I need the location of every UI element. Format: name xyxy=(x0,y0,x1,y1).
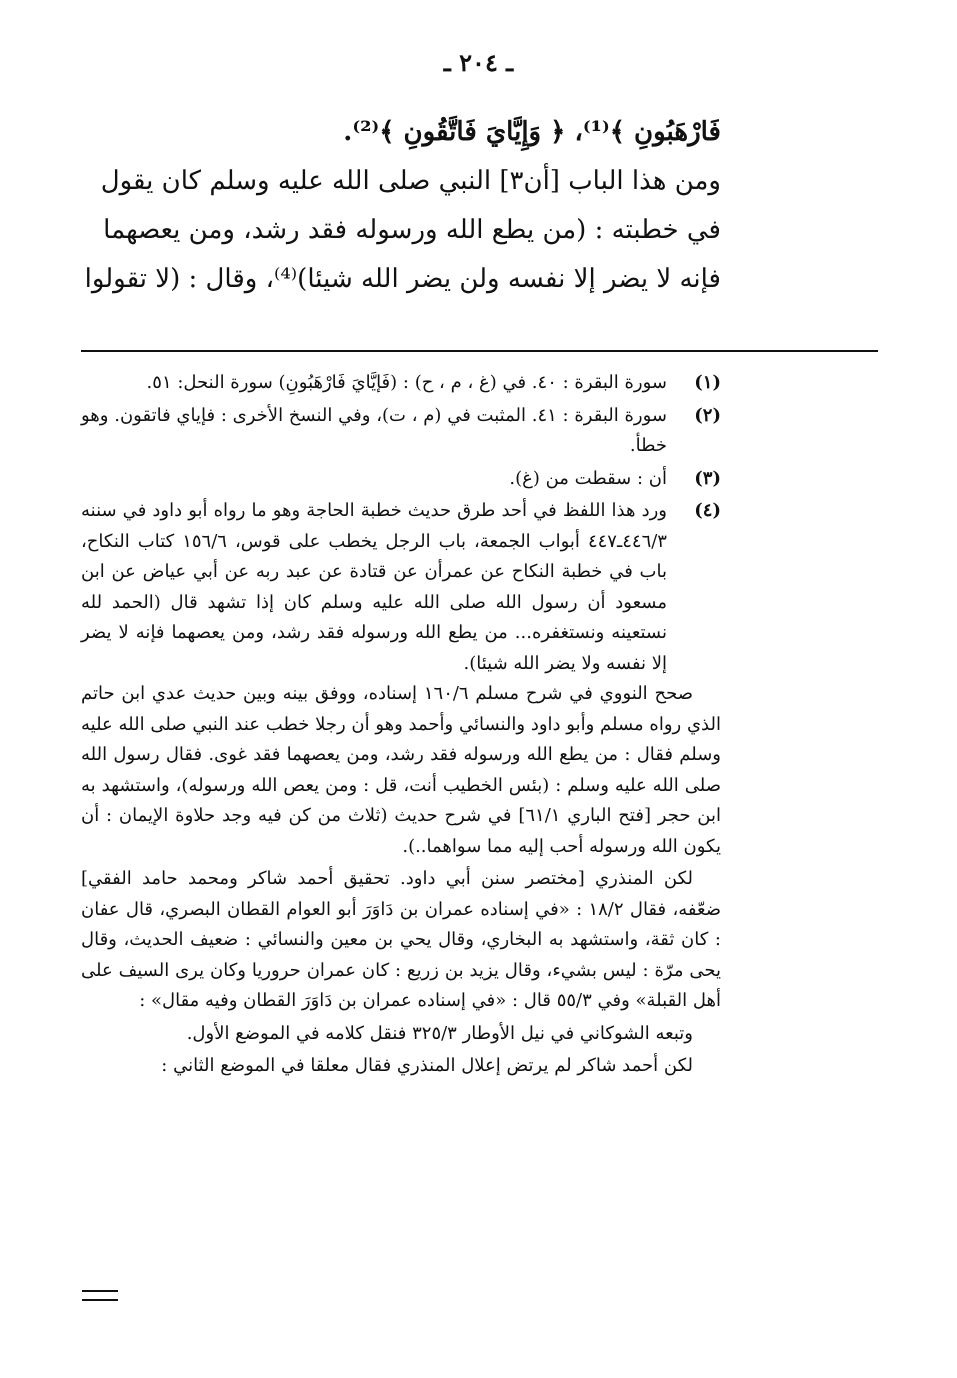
footnote-4 xyxy=(81,496,721,679)
footnote-text: سورة البقرة : ٤١. المثبت في (م ، ت)، وفي النسخ الأخرى : فإياي فاتقون. وهو خطأ. xyxy=(81,404,667,456)
footnote-number: (٤) xyxy=(694,500,721,521)
main-paragraph-line: في خطبته : (من يطع الله ورسوله فقد رشد، ومن يعصهما xyxy=(103,215,721,245)
footnote-number: (٢) xyxy=(694,404,721,426)
footnote-separator xyxy=(81,350,878,352)
footnote-text: ورد هذا اللفظ في أحد طرق حديث خطبة الحاجة وهو ما رواه أبو داود في سننه ٤٤٦/٣ـ٤٤٧ أبواب الجمعة، باب الرجل يخطب على قوس، ١٥٦/٦ كتاب النكاح، باب في خطبة النكاح عن عمرأن عن قتادة عن عبد ربه عن أبي عياض عن ابن مسعود أن رسول الله صلى الله عليه وسلم كان إذا تشهد قال (الحمد لله نستعينه ونستغفره... من يطع الله ورسوله فقد رشد، ومن يعصهما فإنه لا يضر إلا نفسه ولا يضر الله شيئا). xyxy=(81,500,667,674)
footnote-continuation-paragraph: صحح النووي في شرح مسلم ١٦٠/٦ إسناده، ووفق بينه وبين حديث عدي ابن حاتم الذي رواه مسلم وأبو داود والنسائي وأحمد وهو أن رجلا خطب عند النبي صلى الله عليه وسلم فقال : من يطع الله ورسوله فقد رشد، ومن يعصهما فقد غوى. فقال رسول الله صلى الله عليه وسلم : (بئس الخطيب أنت، قل : ومن يعص الله ورسوله)، واستشهد به ابن حجر [فتح الباري ٦١/١] في شرح حديث (ثلاث من كن فيه وجد حلاوة الإيمان : أن يكون الله ورسوله أحب إليه مما سواهما..). xyxy=(81,683,722,857)
footnote-text: سورة البقرة : ٤٠. في (غ ، م ، ح) : (فَإيَّايَ فَارْهَبُونِ) سورة النحل: ٥١. xyxy=(146,372,667,393)
main-paragraph-line: ومن هذا الباب [أن٣] النبي صلى الله عليه وسلم كان يقول xyxy=(100,166,721,196)
continuation-mark xyxy=(82,1290,118,1301)
page-number: ـ ٢٠٤ ـ xyxy=(443,48,514,77)
quran-verse-line: فَارْهَبُونِ ﴾⁽¹⁾، ﴿ وَإِيَّايَ فَاتَّقُونِ ﴾⁽²⁾. xyxy=(343,117,721,147)
footnote-number: (٣) xyxy=(694,467,721,489)
main-paragraph-line: فإنه لا يضر إلا نفسه ولن يضر الله شيئا)⁽⁴⁾، وقال : (لا تقولوا xyxy=(84,264,721,294)
footnote-number: (١) xyxy=(694,372,721,393)
footnote-2 xyxy=(81,401,721,462)
footnotes xyxy=(81,368,721,1082)
main-text xyxy=(81,108,721,304)
footnote-1 xyxy=(81,368,721,399)
footnote-continuation-paragraph: لكن أحمد شاكر لم يرتض إعلال المنذري فقال معلقا في الموضع الثاني : xyxy=(161,1055,693,1076)
footnote-continuation-paragraph: وتبعه الشوكاني في نيل الأوطار ٣٢٥/٣ فنقل كلامه في الموضع الأول. xyxy=(186,1022,693,1044)
footnote-3 xyxy=(81,464,721,495)
footnote-continuation-paragraph: لكن المنذري [مختصر سنن أبي داود. تحقيق أحمد شاكر ومحمد حامد الفقي] ضعّفه، فقال ١٨/٢ : «في إسناده عمران بن دَاوَرَ أبو العوام القطان البصري، قال عفان : كان ثقة، واستشهد به البخاري، وقال يحي بن معين والنسائي : ضعيف الحديث، وقال يحى مرّة : ليس بشيء، وقال يزيد بن زريع : كان عمران حروريا وكان يرى السيف على أهل القبلة» وفي ٥٥/٣ قال : «في إسناده عمران بن دَاوَرَ القطان وفيه مقال» : xyxy=(81,868,721,1011)
footnote-text: أن : سقطت من (غ). xyxy=(509,467,667,489)
